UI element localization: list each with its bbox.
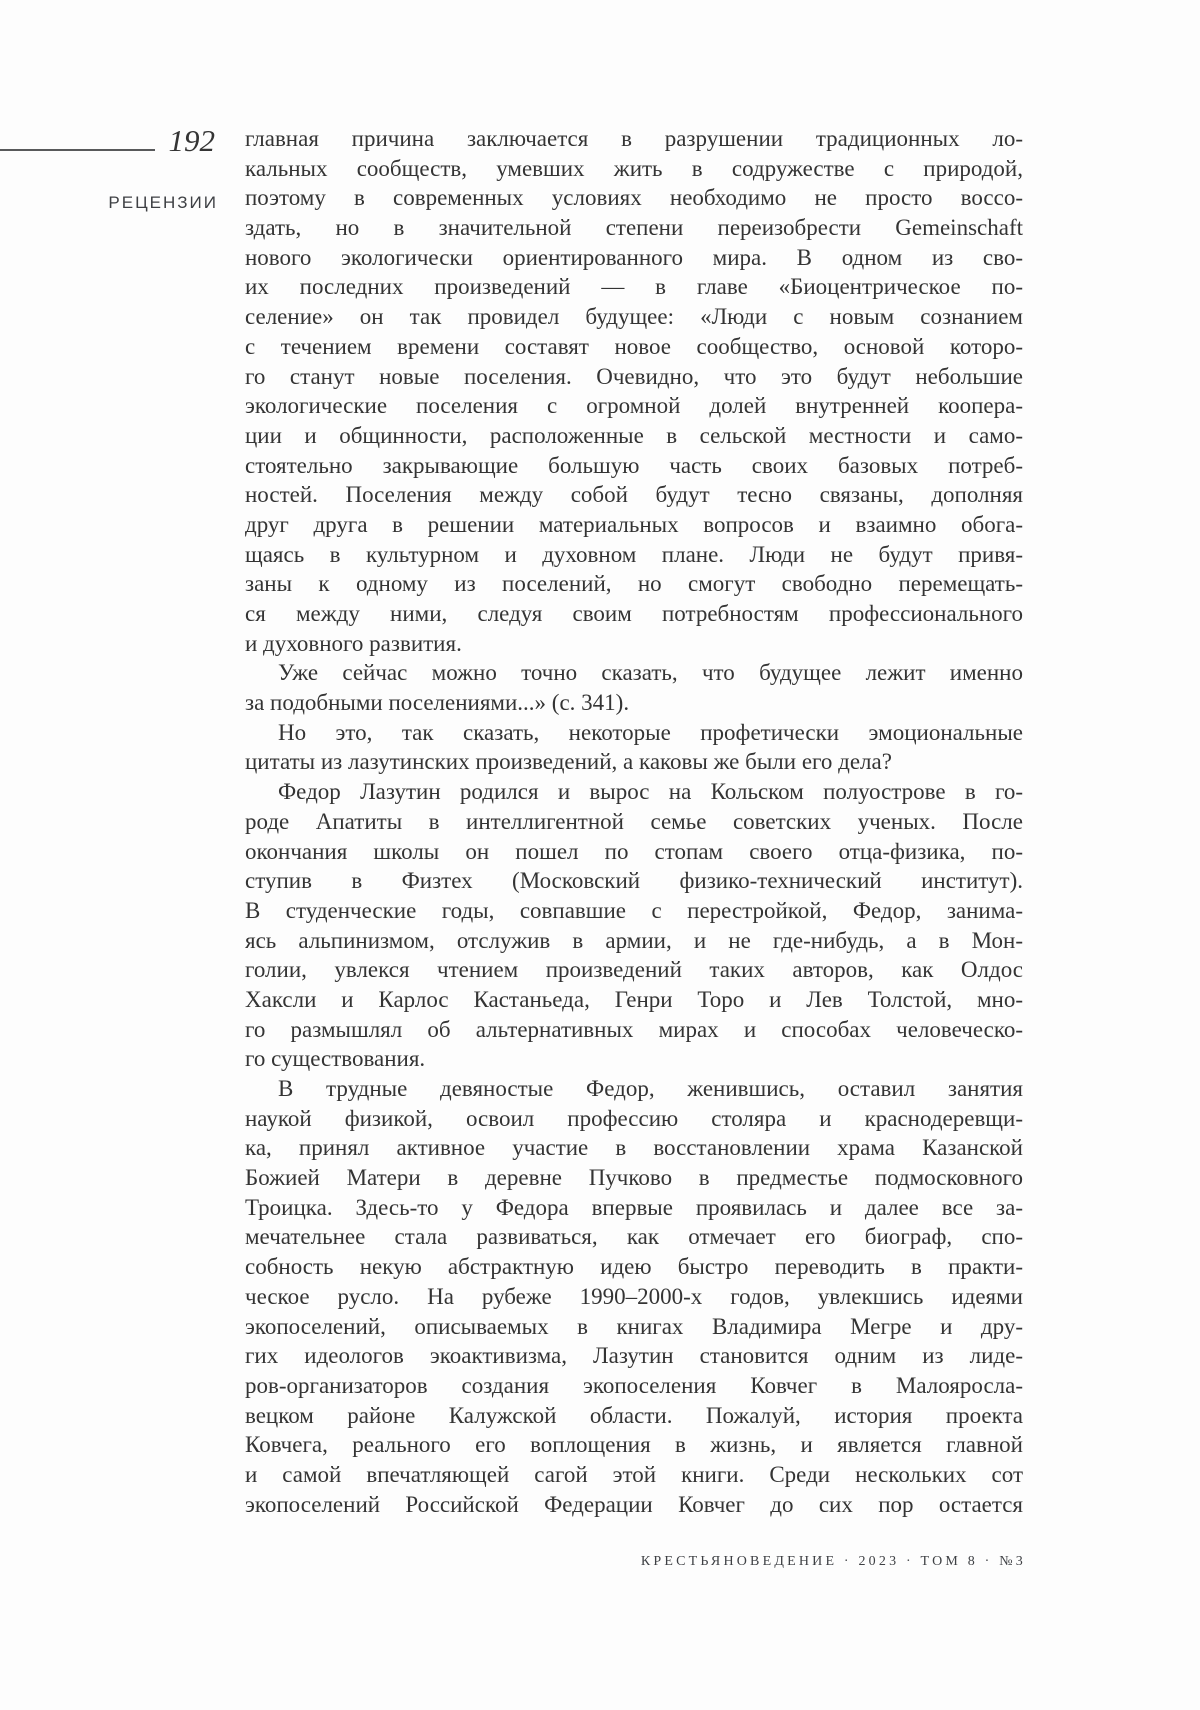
text-line: стоятельно закрывающие большую часть своих базовых потреб- — [245, 452, 1023, 478]
text-line: го станут новые поселения. Очевидно, что это будут небольшие — [245, 363, 1023, 389]
text-line: Уже сейчас можно точно сказать, что будущее лежит именно — [278, 660, 1023, 686]
text-line: экопоселений Российской Федерации Ковчег до сих пор остается — [245, 1491, 1023, 1517]
text-line: щаясь в культурном и духовном плане. Люди не будут привя- — [245, 541, 1023, 567]
text-line: ступив в Физтех (Московский физико-технический институт). — [245, 868, 1023, 894]
text-column — [245, 124, 1023, 1519]
text-line: мечательнее стала развиваться, как отмечает его биограф, спо- — [245, 1224, 1023, 1250]
text-line: друг друга в решении материальных вопросов и взаимно обога- — [245, 511, 1023, 537]
text-line: экологические поселения с огромной долей внутренней коопера- — [245, 393, 1023, 419]
text-line: Федор Лазутин родился и вырос на Кольском полуострове в го- — [278, 779, 1023, 805]
text-line: цитаты из лазутинских произведений, а каковы же были его дела? — [245, 749, 892, 775]
text-line: В студенческие годы, совпавшие с перестройкой, Федор, занима- — [245, 897, 1023, 923]
text-line: ции и общинности, расположенные в сельской местности и само- — [245, 422, 1023, 448]
text-line: селение» он так провидел будущее: «Люди с новым сознанием — [245, 304, 1023, 330]
text-line: В трудные девяностые Федор, женившись, оставил занятия — [278, 1076, 1023, 1101]
text-line: их последних произведений — в главе «Биоцентрическое по- — [245, 274, 1023, 300]
text-line: Троицка. Здесь-то у Федора впервые проявилась и далее все за- — [245, 1194, 1023, 1220]
text-line: собность некую абстрактную идею быстро переводить в практи- — [245, 1254, 1023, 1280]
text-line: Хаксли и Карлос Кастаньеда, Генри Торо и Лев Толстой, мно- — [245, 986, 1023, 1012]
text-line: наукой физикой, освоил профессию столяра и краснодеревщи- — [245, 1105, 1023, 1131]
text-line: заны к одному из поселений, но смогут свободно перемещать- — [245, 571, 1023, 597]
text-line: ческое русло. На рубеже 1990–2000-х годов, увлекшись идеями — [245, 1283, 1023, 1309]
text-line: вецком районе Калужской области. Пожалуй, история проекта — [245, 1402, 1023, 1428]
text-line: поэтому в современных условиях необходимо не просто воссо- — [245, 185, 1023, 211]
text-line: роде Апатиты в интеллигентной семье советских ученых. После — [245, 808, 1023, 834]
text-line: ностей. Поселения между собой будут тесно связаны, дополняя — [245, 482, 1023, 508]
text-line: окончания школы он пошел по стопам своего отца-физика, по- — [245, 838, 1023, 864]
text-line: главная причина заключается в разрушении традиционных ло- — [245, 126, 1023, 151]
text-line: нового экологически ориентированного мира. В одном из сво- — [245, 244, 1023, 270]
text-line: Но это, так сказать, некоторые профетически эмоциональные — [278, 719, 1023, 745]
text-line: и духовного развития. — [245, 630, 462, 656]
text-line: го размышлял об альтернативных мирах и способах человеческо- — [245, 1016, 1023, 1042]
text-line: ясь альпинизмом, отслужив в армии, и не где-нибудь, а в Мон- — [245, 927, 1023, 953]
text-line: с течением времени составят новое сообщество, основой которо- — [245, 333, 1023, 359]
running-footer: КРЕСТЬЯНОВЕДЕНИЕ · 2023 · ТОМ 8 · №3 — [640, 1554, 1026, 1569]
text-line: Божией Матери в деревне Пучково в предместье подмосковного — [245, 1165, 1023, 1191]
text-line: кальных сообществ, умевших жить в содружестве с природой, — [245, 155, 1023, 181]
text-line: го существования. — [245, 1046, 426, 1072]
text-line: гих идеологов экоактивизма, Лазутин становится одним из лиде- — [245, 1343, 1023, 1369]
text-line: здать, но в значительной степени переизобрести Gemeinschaft — [245, 215, 1023, 241]
text-line: и самой впечатляющей сагой этой книги. Среди нескольких сот — [245, 1461, 1023, 1487]
text-line: ся между ними, следуя своим потребностям профессионального — [245, 601, 1023, 626]
text-line: за подобными поселениями...» (с. 341). — [245, 690, 630, 716]
text-line: экопоселений, описываемых в книгах Владимира Мегре и дру- — [245, 1313, 1023, 1339]
text-line: ка, принял активное участие в восстановлении храма Казанской — [245, 1135, 1023, 1161]
text-line: голии, увлекся чтением произведений таких авторов, как Олдос — [245, 957, 1023, 983]
page-number: 192 — [168, 123, 215, 158]
section-label: РЕЦЕНЗИИ — [108, 193, 218, 212]
text-line: Ковчега, реального его воплощения в жизнь, и является главной — [245, 1432, 1023, 1458]
text-line: ров-организаторов создания экопоселения Ковчег в Малояросла- — [245, 1372, 1023, 1398]
